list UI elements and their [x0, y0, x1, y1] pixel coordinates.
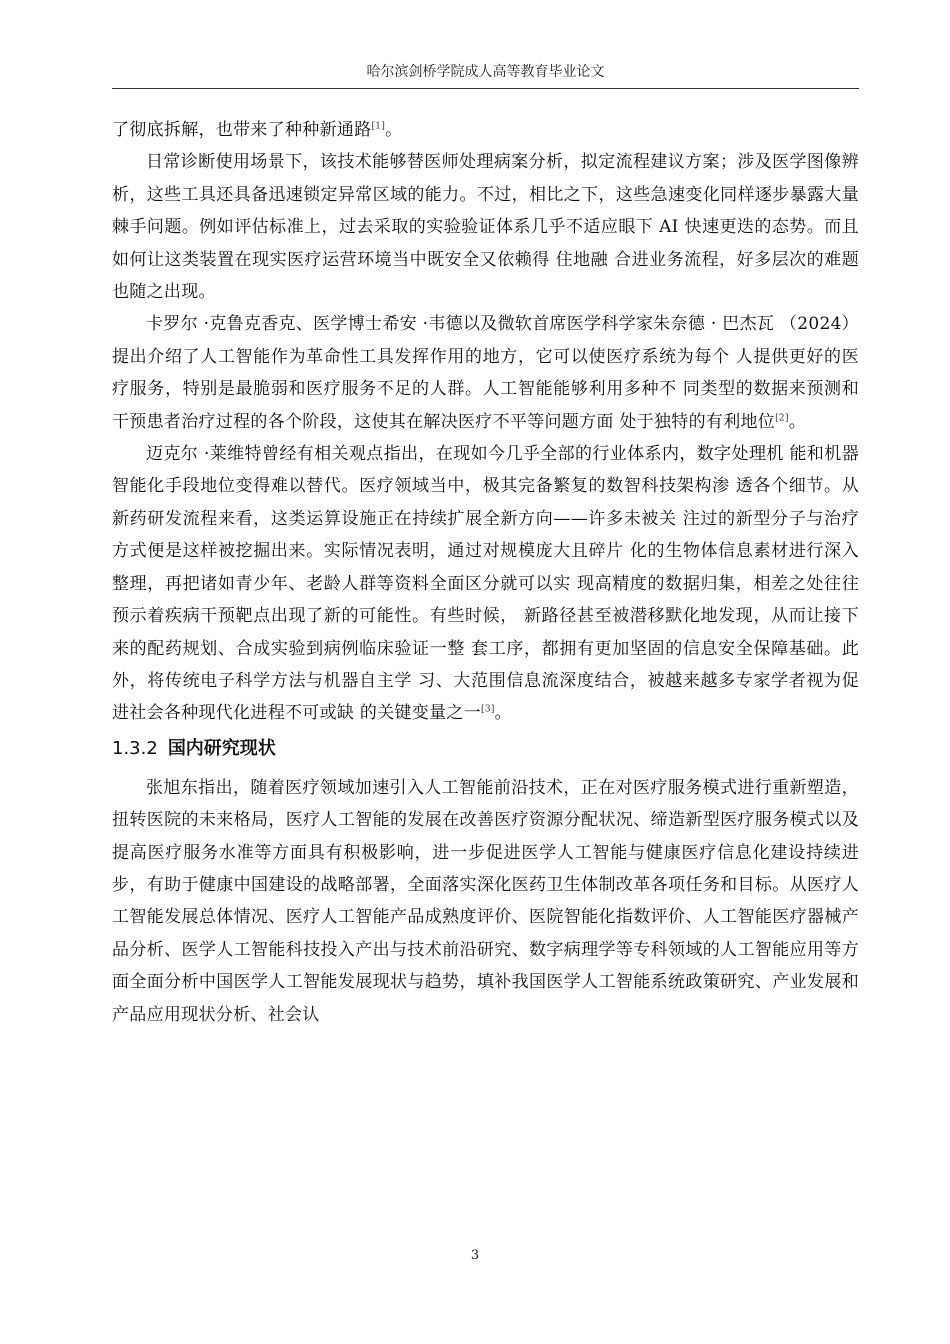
paragraph-text: 日常诊断使用场景下，该技术能够替医师处理病案分析，拟定流程建议方案；涉及医学图像辨析，这些工具还具备迅速锁定异常区域的能力。不过，相比之下，这些急速变化同样逐步暴露大量棘手问题。例如评估标准上，过去采取的实验验证体系几乎不适应眼下 AI 快速更迭的态势。而且如何让这类装置在现实医疗运营环境当中既安全又依赖得 住地融 合进业务流程，好多层次的难题也随之出现。 [112, 152, 859, 303]
paragraph-text: 张旭东指出，随着医疗领域加速引入人工智能前沿技术，正在对医疗服务模式进行重新塑造，扭转医院的未来格局，医疗人工智能的发展在改善医疗资源分配状况、缔造新型医疗服务模式以及提高医疗服务水准等方面具有积极影响，进一步促进医学人工智能与健康医疗信息化建设持续进步，有助于健康中国建设的战略部署，全面落实深化医药卫生体制改革各项任务和目标。从医疗人工智能发展总体情况、医疗人工智能产品成熟度评价、医院智能化指数评价、人工智能医疗器械产品分析、医学人工智能科技投入产出与技术前沿研究、数字病理学等专科领域的人工智能应用等方面全面分析中国医学人工智能发展现状与趋势，填补我国医学人工智能系统政策研究、产业发展和产品应用现状分析、社会认 [112, 777, 859, 1025]
paragraph-tail: 。 [385, 120, 403, 140]
citation-marker: [2] [775, 413, 789, 423]
paragraph-tail: 。 [788, 411, 807, 432]
paragraph-tail: 。 [494, 703, 512, 724]
paragraph [112, 308, 859, 438]
header-divider [112, 88, 859, 89]
section-heading [112, 734, 859, 768]
page-number: 3 [470, 1248, 480, 1263]
section-number: 1.3.2 [112, 737, 158, 759]
document-body [112, 114, 859, 1031]
page-header: 哈尔滨剑桥学院成人高等教育毕业论文 [366, 64, 605, 80]
paragraph [112, 438, 859, 730]
paragraph-text: 迈克尔 ·莱维特曾经有相关观点指出，在现如今几乎全部的行业体系内，数字处理机 能和机器智能化手段地位变得难以替代。医疗领域当中，极其完备繁复的数智科技架构渗 透各个细节。从新药研发流程来看，这类运算设施正在持续扩展全新方向——许多未被关 注过的新型分子与治疗方式便是这样被挖掘出来。实际情况表明，通过对规模庞大且碎片 化的生物体信息素材进行深入整理，再把诸如青少年、老龄人群等资料全面区分就可以实 现高精度的数据归集，相差之处往往预示着疾病干预靶点出现了新的可能性。有些时候， 新路径甚至被潜移默化地发现，从而让接下来的配药规划、合成实验到病例临床验证一整 套工序，都拥有更加坚固的信息安全保障基础。此外，将传统电子科学方法与机器自主学 习、大范围信息流深度结合，被越来越多专家学者视为促进社会各种现代化进程不可或缺 的关键变量之一 [112, 444, 859, 724]
paragraph-text: 了彻底拆解，也带来了种种新通路 [112, 120, 372, 140]
section-title: 国内研究现状 [167, 737, 276, 759]
paragraph-text: 卡罗尔 ·克鲁克香克、医学博士希安 ·韦德以及微软首席医学科学家朱奈德 · 巴杰瓦 （2024）提出介绍了人工智能作为革命性工具发挥作用的地方，它可以使医疗系统为每个 人提供更好的医疗服务，特别是最脆弱和医疗服务不足的人群。人工智能能够利用多种不 同类型的数据来预测和干预患者治疗过程的各个阶段，这使其在解决医疗不平等问题方面 处于独特的有利地位 [112, 314, 859, 432]
paragraph-continuation [112, 114, 859, 146]
citation-marker: [1] [371, 121, 386, 132]
citation-marker: [3] [481, 704, 495, 715]
paragraph [112, 146, 859, 308]
paragraph [112, 772, 859, 1031]
